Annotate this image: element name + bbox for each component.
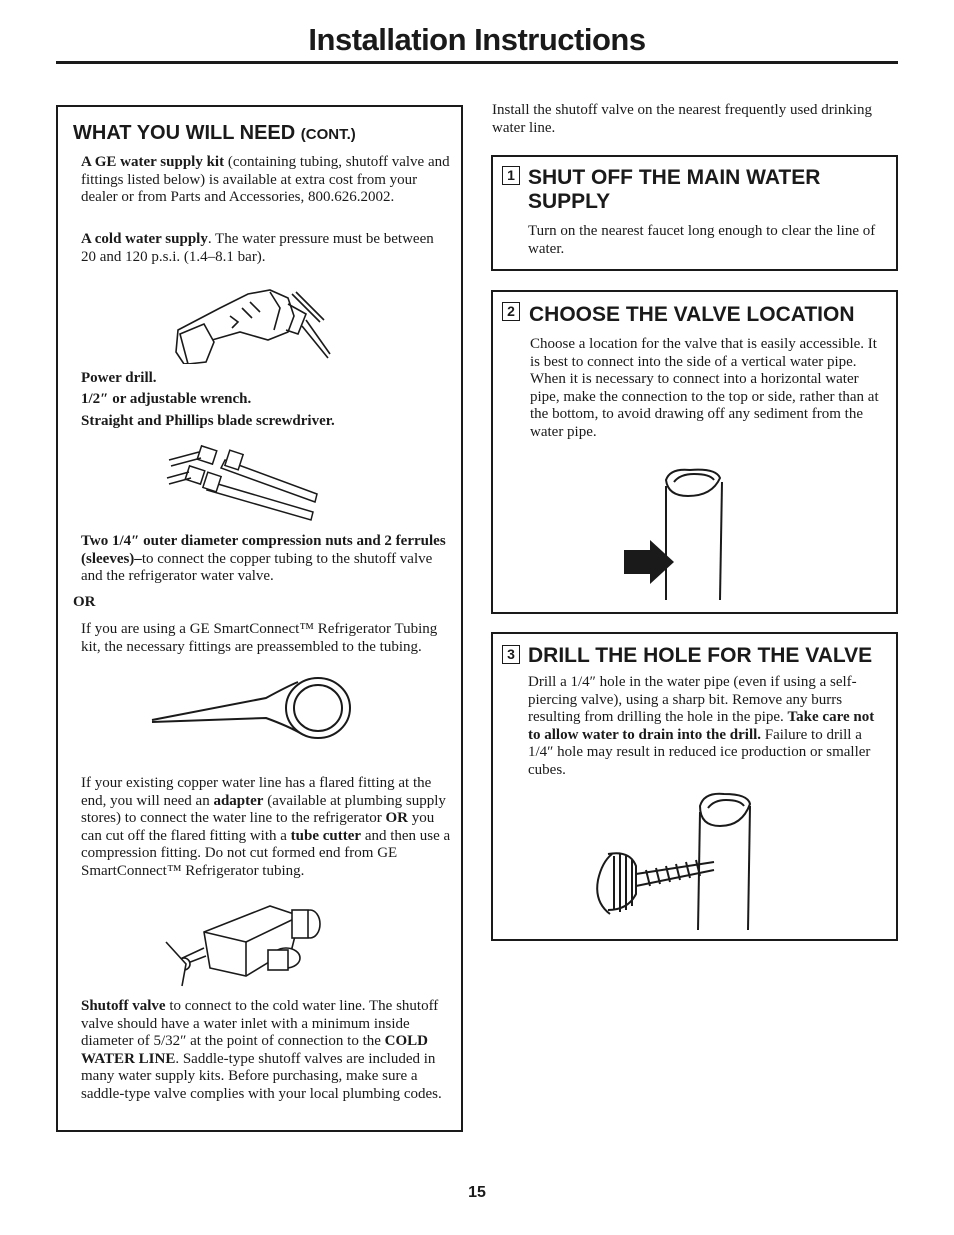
smartconnect-tubing-illustration [148,670,358,740]
intro-text: Install the shutoff valve on the nearest frequently used drinking water line. [492,102,873,136]
shutoff-valve-text: Shutoff valve to connect to the cold water line. The shutoff valve should have a water inlet with a minimum inside diameter of 5/32″ at the point of connection to the COLD WATER LINE. Saddle-type shutoff valves are included in many water supply kits. Before purchasing, make sure a saddle-type valve complies with your local plumbing codes. [81,998,442,1102]
tool-power-drill: Power drill. [81,370,157,386]
page-title: Installation Instructions [308,22,646,57]
tube-cutter-label: tube cutter [290,827,362,844]
cold-water-supply-text: A cold water supply. The water pressure must be between 20 and 120 p.s.i. (1.4–8.1 bar). [81,231,434,265]
tool-screwdriver: Straight and Phillips blade screwdriver. [81,413,335,429]
adapter-label: adapter [213,792,264,809]
compression-nuts-text: Two 1/4″ outer diameter compression nuts and 2 ferrules (sleeves)–to connect the copper tubing to the shutoff valve and the refrigerator water valve. [81,533,446,584]
or-label: OR [73,594,96,610]
compression-tubing-illustration [165,442,325,522]
step-2-number: 2 [502,302,520,321]
shutoff-valve-illustration [160,902,330,988]
heading-cont: (CONT.) [300,126,356,143]
shutoff-valve-label: Shutoff valve [81,998,166,1014]
water-supply-kit-text: A GE water supply kit (containing tubing, shutoff valve and fittings listed below) is available at extra cost from your dealer or from Parts and Accessories, 800.626.2002. [81,154,450,205]
step-3-number: 3 [502,645,520,664]
what-you-will-need-heading: WHAT YOU WILL NEED (CONT.) [73,122,356,144]
step-1-number: 1 [502,166,520,185]
power-drill-illustration [170,282,340,364]
step-3-text: Drill a 1/4″ hole in the water pipe (even if using a self-piercing valve), using a sharp bit. Remove any burrs resulting from drilling the hole in the pipe. Take care not to allow water to drain into the drill. Failure to drill a 1/4″ hole may result in reduced ice production or smaller cubes. [528,674,875,778]
drill-pipe-illustration [590,790,760,930]
cold-water-line-label: COLD WATER LINE [81,1033,429,1067]
smartconnect-text: If you are using a GE SmartConnect™ Refrigerator Tubing kit, the necessary fittings are preassembled to the tubing. [81,621,438,655]
step-2-text: Choose a location for the valve that is easily accessible. It is best to connect into the side of a vertical water pipe. When it is necessary to connect into a horizontal water pipe, make the connection to the top or side, rather than at the bottom, to avoid drawing off any sediment from the water pipe. [530,336,879,440]
step-1-title: SHUT OFF THE MAIN WATER SUPPLY [528,166,821,213]
vertical-pipe-arrow-illustration [620,466,730,602]
step-1-text: Turn on the nearest faucet long enough to clear the line of water. [528,223,876,257]
water-supply-kit-label: A GE water supply kit [81,154,225,170]
compression-nuts-label: Two 1/4″ outer diameter compression nuts and 2 ferrules (sleeves)– [81,533,446,567]
page-number: 15 [468,1184,486,1201]
title-divider [56,61,898,64]
cold-water-supply-label: A cold water supply [81,231,208,247]
flared-fitting-text: If your existing copper water line has a flared fitting at the end, you will need an adapter (available at plumbing supply stores) to connect the water line to the refrigerator OR you can cut off the flared fitting with a tube cutter and then use a compression fitting. Do not cut formed end from GE SmartConnect™ Refrigerator tubing. [81,775,451,879]
step-3-title: DRILL THE HOLE FOR THE VALVE [528,644,873,667]
step-2-title: CHOOSE THE VALVE LOCATION [529,303,855,326]
tool-wrench: 1/2″ or adjustable wrench. [81,391,252,407]
step-3-warning: Take care not to allow water to drain into the drill. [528,709,875,743]
